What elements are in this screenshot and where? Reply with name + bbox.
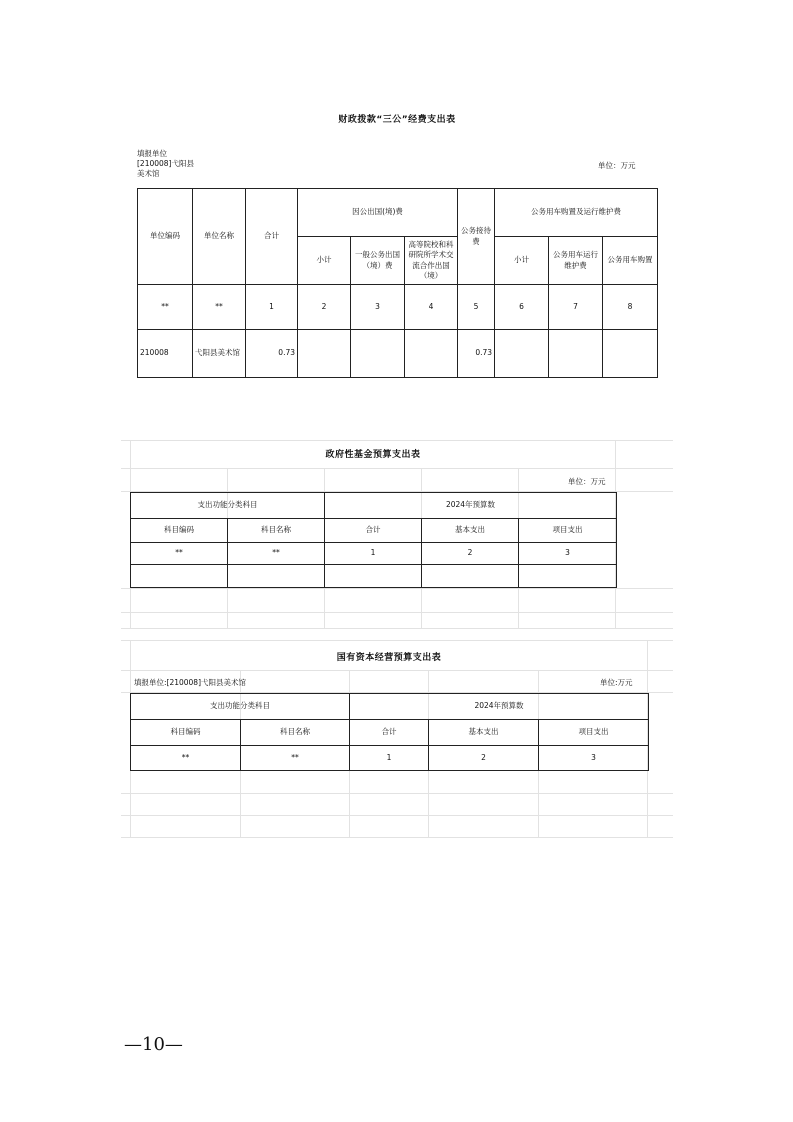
table-row xyxy=(138,285,658,330)
table3-currency: 单位:万元 xyxy=(600,678,633,687)
table-cell: 4 xyxy=(405,285,458,330)
table-cell: 2 xyxy=(429,746,539,771)
table2-col-header: 项目支出 xyxy=(519,519,617,543)
table-cell: ** xyxy=(228,543,325,565)
page-number: —10— xyxy=(124,1034,183,1055)
table2-col-header: 基本支出 xyxy=(422,519,519,543)
table-cell xyxy=(325,565,422,588)
header-vehicle-buy: 公务用车购置 xyxy=(603,237,658,285)
header-abroad-academic: 高等院校和科研院所学术交流合作出国（境） xyxy=(405,237,458,285)
header-abroad: 因公出国(境)费 xyxy=(298,189,458,237)
table-cell xyxy=(422,565,519,588)
table-cell: 3 xyxy=(351,285,405,330)
table-cell: ** xyxy=(131,543,228,565)
table3 xyxy=(130,693,649,771)
table-cell: 7 xyxy=(549,285,603,330)
table3-col-header: 项目支出 xyxy=(539,720,649,746)
table-cell: 1 xyxy=(246,285,298,330)
table-cell: 2 xyxy=(422,543,519,565)
table-cell: 1 xyxy=(350,746,429,771)
table-cell: 3 xyxy=(539,746,649,771)
table3-title: 国有资本经营预算支出表 xyxy=(336,653,442,663)
table-cell xyxy=(351,330,405,378)
table-row xyxy=(131,565,617,588)
header-abroad-general: 一般公务出国（境）费 xyxy=(351,237,405,285)
table2-col-header: 科目编码 xyxy=(131,519,228,543)
table2-col-header: 科目名称 xyxy=(228,519,325,543)
table-row xyxy=(138,330,658,378)
table1 xyxy=(137,188,658,378)
table-cell: 210008 xyxy=(138,330,193,378)
table-row xyxy=(131,746,649,771)
table-cell: 3 xyxy=(519,543,617,565)
table-cell: 8 xyxy=(603,285,658,330)
table3-col-header: 合计 xyxy=(350,720,429,746)
table3-col-header: 科目名称 xyxy=(241,720,350,746)
table-cell: 2 xyxy=(298,285,351,330)
header-vehicle-run: 公务用车运行维护费 xyxy=(549,237,603,285)
table2-currency: 单位：万元 xyxy=(568,477,606,486)
table3-group-right: 2024年预算数 xyxy=(350,694,649,720)
table-cell: 5 xyxy=(458,285,495,330)
table-row xyxy=(131,543,617,565)
table-cell xyxy=(131,565,228,588)
table1-title: 财政拨款“三公”经费支出表 xyxy=(338,115,456,125)
table-cell xyxy=(603,330,658,378)
header-vehicle: 公务用车购置及运行维护费 xyxy=(495,189,658,237)
table-cell xyxy=(495,330,549,378)
table-cell xyxy=(228,565,325,588)
table-cell: ** xyxy=(138,285,193,330)
header-abroad-subtotal: 小计 xyxy=(298,237,351,285)
table-cell: ** xyxy=(193,285,246,330)
table-cell: 6 xyxy=(495,285,549,330)
header-total: 合计 xyxy=(246,189,298,285)
table-cell xyxy=(298,330,351,378)
table-cell: 1 xyxy=(325,543,422,565)
table2-col-header: 合计 xyxy=(325,519,422,543)
table1-currency: 单位：万元 xyxy=(598,161,636,170)
table1-unit xyxy=(137,149,217,179)
header-unit-name: 单位名称 xyxy=(193,189,246,285)
table2-title: 政府性基金预算支出表 xyxy=(325,450,421,460)
header-vehicle-subtotal: 小计 xyxy=(495,237,549,285)
table2 xyxy=(130,492,617,588)
table2-group-right: 2024年预算数 xyxy=(325,493,617,519)
table-cell: ** xyxy=(131,746,241,771)
table-cell: 0.73 xyxy=(458,330,495,378)
header-reception: 公务接待费 xyxy=(458,189,495,285)
table1-unit-name: [210008]弋阳县美术馆 xyxy=(137,159,194,179)
table-cell xyxy=(549,330,603,378)
table2-group-left: 支出功能分类科目 xyxy=(131,493,325,519)
table1-unit-label: 填报单位 xyxy=(137,149,167,158)
table-cell: 0.73 xyxy=(246,330,298,378)
header-unit-code: 单位编码 xyxy=(138,189,193,285)
table3-group-left: 支出功能分类科目 xyxy=(131,694,350,720)
table3-unit: 填报单位:[210008]弋阳县美术馆 xyxy=(134,678,247,687)
table3-col-header: 基本支出 xyxy=(429,720,539,746)
table-cell: ** xyxy=(241,746,350,771)
table-cell: 弋阳县美术馆 xyxy=(193,330,246,378)
table-cell xyxy=(405,330,458,378)
table-cell xyxy=(519,565,617,588)
table3-col-header: 科目编码 xyxy=(131,720,241,746)
